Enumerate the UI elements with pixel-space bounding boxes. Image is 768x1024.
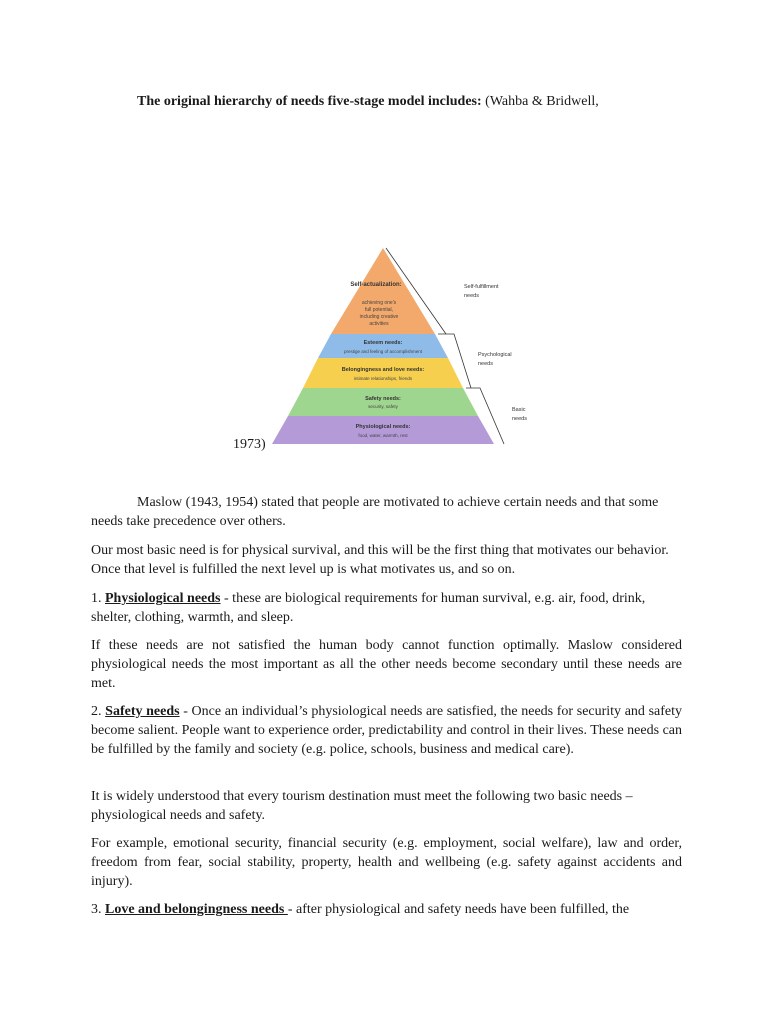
list-number: 3. [91,902,105,917]
level-2-line: prestige and feeling of accomplishment [343,349,423,354]
list-number: 2. [91,704,106,719]
paragraph-basic-need: Our most basic need is for physical survival, and this will be the first thing that motivates our behavior. Once that level is fulfilled the next level up is what motivates us, and so on. [91,543,669,577]
pyramid-level-safety [288,388,478,416]
paragraph-text: - Once an individual’s physiological needs are satisfied, the needs for security and safety become salient. People want to experience order, predictability and control in their lives. These needs can be fulfilled by the family and society (e.g. police, schools, business and medical care). [91,704,682,757]
paragraph-text: - these are biological requirements for human survival, e.g. air, food, drink, shelter, clothing, warmth, and sleep. [91,591,646,625]
level-1-line: full potential, [364,307,394,313]
document-heading [137,94,737,110]
level-1-line: including creative [359,314,399,320]
level-3-line: intimate relationships, friends [353,376,413,381]
list-number: 1. [91,591,105,606]
level-4-line: security, safety [368,404,398,409]
pyramid-level-belongingness [303,358,463,388]
level-2-title: Esteem needs: [363,340,403,346]
pyramid-svg [266,246,536,456]
paragraph-physiological-detail: If these needs are not satisfied the human body cannot function optimally. Maslow considered physiological needs the most important as all the other needs become secondary until these needs are met. [91,638,682,691]
paragraph-love-belongingness [91,900,682,919]
paragraph-text: - after physiological and safety needs have been fulfilled, the [287,902,630,917]
pyramid-level-physiological [272,416,494,444]
level-5-line: food, water, warmth, rest [358,433,408,438]
level-5-title: Physiological needs: [355,424,411,430]
level-1-line: achieving one's [361,300,397,306]
maslow-pyramid-figure [266,246,536,456]
paragraph-physiological [91,589,682,627]
citation-year: 1973) [233,437,266,452]
heading-bold: The original hierarchy of needs five-stage model includes: [137,94,482,109]
level-4-title: Safety needs: [365,396,401,402]
group-label-self-fulfillment: Self-fulfillment [464,284,499,290]
paragraph-safety [91,702,682,759]
group-label-basic: needs [512,416,527,422]
paragraph-maslow-intro: Maslow (1943, 1954) stated that people are motivated to achieve certain needs and that some needs take precedence over others. [91,495,659,529]
term-physiological-needs: Physiological needs [105,591,221,606]
pyramid-level-esteem [318,334,448,358]
group-label-psychological: Psychological [478,352,512,358]
group-label-psychological: needs [478,361,493,367]
term-safety-needs: Safety needs [105,704,180,719]
group-label-self-fulfillment: needs [464,293,479,299]
level-1-line: activities [369,321,389,327]
level-3-title: Belongingness and love needs: [341,367,425,373]
paragraph-tourism: It is widely understood that every tourism destination must meet the following two basic needs – physiological needs and safety. [91,789,633,823]
level-1-title: Self-actualization: [350,282,402,288]
term-love-belongingness-needs: Love and belongingness needs [105,902,288,917]
paragraph-example: For example, emotional security, financial security (e.g. employment, social welfare), law and order, freedom from fear, social stability, property, health and wellbeing (e.g. safety against accidents and injury). [91,836,682,889]
group-label-basic: Basic [512,407,526,413]
heading-citation: (Wahba & Bridwell, [481,94,599,109]
